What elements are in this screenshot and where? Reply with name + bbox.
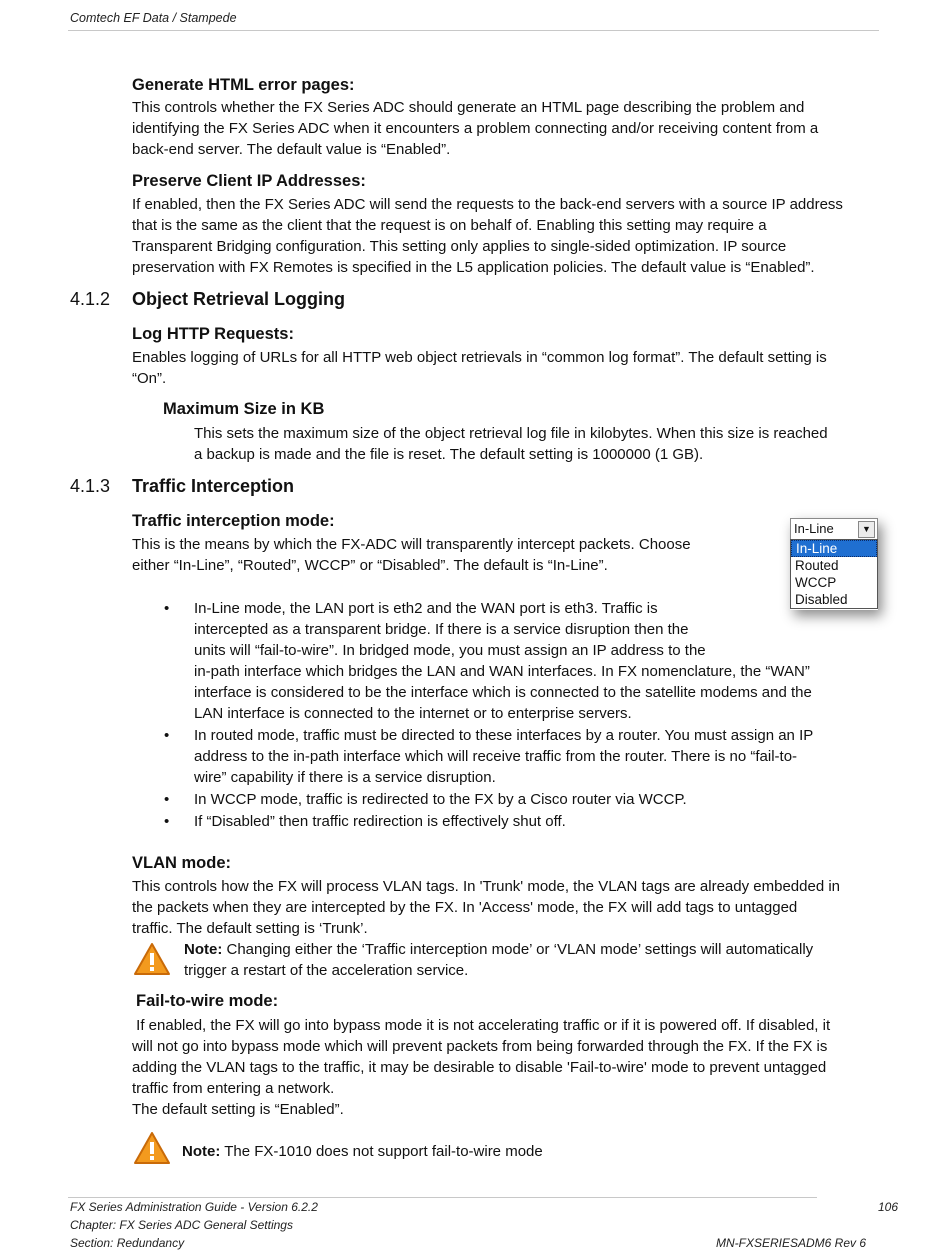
chevron-down-icon[interactable]: ▼ <box>858 521 875 538</box>
footer-doc-id: MN-FXSERIESADM6 Rev 6 <box>716 1236 867 1250</box>
vlan-line: traffic. The default setting is ‘Trunk’. <box>132 920 368 937</box>
max-size-heading: Maximum Size in KB <box>163 400 325 418</box>
vlan-note-line2: trigger a restart of the acceleration service. <box>184 962 469 979</box>
vlan-note <box>184 939 813 960</box>
footer-page-number: 106 <box>878 1200 899 1214</box>
bullet1-line: intercepted as a transparent bridge. If there is a service disruption then the <box>194 621 689 638</box>
bullet-glyph: • <box>164 600 170 617</box>
preserve-ip-line: preservation with FX Remotes is specified in the L5 application policies. The default value is “Enabled”. <box>132 259 815 276</box>
generate-html-line: This controls whether the FX Series ADC should generate an HTML page describing the problem and <box>132 99 805 116</box>
bullet1-line: in-path interface which bridges the LAN and WAN interfaces. In FX nomenclature, the “WAN” <box>194 663 810 680</box>
dropdown-option-wccp[interactable]: WCCP <box>795 575 837 590</box>
note-label: Note: <box>182 1143 221 1160</box>
max-size-line: a backup is made and the file is reset. The default setting is 1000000 (1 GB). <box>194 446 704 463</box>
log-http-line: “On”. <box>132 370 167 387</box>
section-number: 4.1.3 <box>70 476 111 496</box>
section-number: 4.1.2 <box>70 289 111 309</box>
dropdown-option-routed[interactable]: Routed <box>795 558 839 573</box>
warning-icon <box>133 1131 171 1165</box>
running-header: Comtech EF Data / Stampede <box>70 11 237 25</box>
interception-mode-heading: Traffic interception mode: <box>132 512 335 530</box>
bullet1-line: interface is considered to be the interface which is connected to the satellite modems and the <box>194 684 812 701</box>
note-text: Changing either the ‘Traffic interception mode’ or ‘VLAN mode’ settings will automatically <box>222 941 814 958</box>
footer-rule <box>68 1197 817 1198</box>
bullet2-line: In routed mode, traffic must be directed to these interfaces by a router. You must assign an IP <box>194 727 814 744</box>
fail-to-wire-line: will not go into bypass mode which will prevent packets from being forwarded through the FX. If the FX is <box>132 1038 828 1055</box>
preserve-ip-heading: Preserve Client IP Addresses: <box>132 172 366 190</box>
dropdown-option-inline[interactable]: In-Line <box>791 540 877 557</box>
log-http-line: Enables logging of URLs for all HTTP web object retrievals in “common log format”. The default setting is <box>132 349 827 366</box>
max-size-line: This sets the maximum size of the object retrieval log file in kilobytes. When this size is reached <box>194 425 828 442</box>
bullet1-line: In-Line mode, the LAN port is eth2 and the WAN port is eth3. Traffic is <box>194 600 658 617</box>
fail-to-wire-line: traffic from entering a network. <box>132 1080 335 1097</box>
bullet1-line: LAN interface is connected to the internet or to enterprise servers. <box>194 705 632 722</box>
note-label: Note: <box>184 941 223 958</box>
bullet3-line: In WCCP mode, traffic is redirected to the FX by a Cisco router via WCCP. <box>194 791 687 808</box>
bullet2-line: wire” capability if there is a service disruption. <box>194 769 496 786</box>
dropdown-option-list <box>790 539 878 609</box>
fail-to-wire-line: The default setting is “Enabled”. <box>132 1101 344 1118</box>
fail-to-wire-note <box>182 1141 543 1162</box>
dropdown-option-disabled[interactable]: Disabled <box>795 592 848 607</box>
footer-guide: FX Series Administration Guide - Version 6.2.2 <box>70 1200 318 1214</box>
vlan-line: the packets when they are intercepted by the FX. In 'Access' mode, the FX will add tags to untagged <box>132 899 798 916</box>
bullet-glyph: • <box>164 813 170 830</box>
bullet-glyph: • <box>164 727 170 744</box>
footer-section: Section: Redundancy <box>70 1236 185 1250</box>
interception-line: This is the means by which the FX-ADC will transparently intercept packets. Choose <box>132 536 691 553</box>
generate-html-line: identifying the FX Series ADC when it encounters a problem connecting and/or receiving content from a <box>132 120 819 137</box>
interception-mode-select[interactable] <box>790 518 878 540</box>
fail-to-wire-line: adding the VLAN tags to the traffic, it may be desirable to disable 'Fail-to-wire' mode to prevent untagged <box>132 1059 827 1076</box>
fail-to-wire-line: If enabled, the FX will go into bypass mode it is not accelerating traffic or if it is powered off. If disabled, it <box>132 1017 831 1034</box>
preserve-ip-line: Transparent Bridging configuration. This setting only applies to single-sided optimization. IP source <box>132 238 787 255</box>
bullet-glyph: • <box>164 791 170 808</box>
preserve-ip-line: that is the same as the client that the request is on behalf of. Enabling this setting may require a <box>132 217 767 234</box>
footer-chapter: Chapter: FX Series ADC General Settings <box>70 1218 293 1232</box>
vlan-heading: VLAN mode: <box>132 854 231 872</box>
bullet2-line: address to the in-path interface which will receive traffic from the router. There is no “fail-to- <box>194 748 798 765</box>
warning-icon <box>133 942 171 976</box>
section-title: Object Retrieval Logging <box>132 289 346 309</box>
bullet1-line: units will “fail-to-wire”. In bridged mode, you must assign an IP address to the <box>194 642 706 659</box>
generate-html-heading: Generate HTML error pages: <box>132 76 355 94</box>
fail-to-wire-heading: Fail-to-wire mode: <box>136 992 279 1010</box>
note-text: The FX-1010 does not support fail-to-wire mode <box>220 1143 543 1160</box>
vlan-line: This controls how the FX will process VLAN tags. In 'Trunk' mode, the VLAN tags are already embedded in <box>132 878 841 895</box>
log-http-heading: Log HTTP Requests: <box>132 325 294 343</box>
dropdown-selected-value: In-Line <box>794 521 834 536</box>
interception-mode-dropdown[interactable] <box>790 518 878 610</box>
interception-line: either “In-Line”, “Routed”, WCCP” or “Disabled”. The default is “In-Line”. <box>132 557 608 574</box>
generate-html-line: back-end server. The default value is “Enabled”. <box>132 141 451 158</box>
preserve-ip-line: If enabled, then the FX Series ADC will send the requests to the back-end servers with a source IP address <box>132 196 843 213</box>
header-rule <box>68 30 879 31</box>
bullet4-line: If “Disabled” then traffic redirection is effectively shut off. <box>194 813 566 830</box>
section-title: Traffic Interception <box>132 476 295 496</box>
